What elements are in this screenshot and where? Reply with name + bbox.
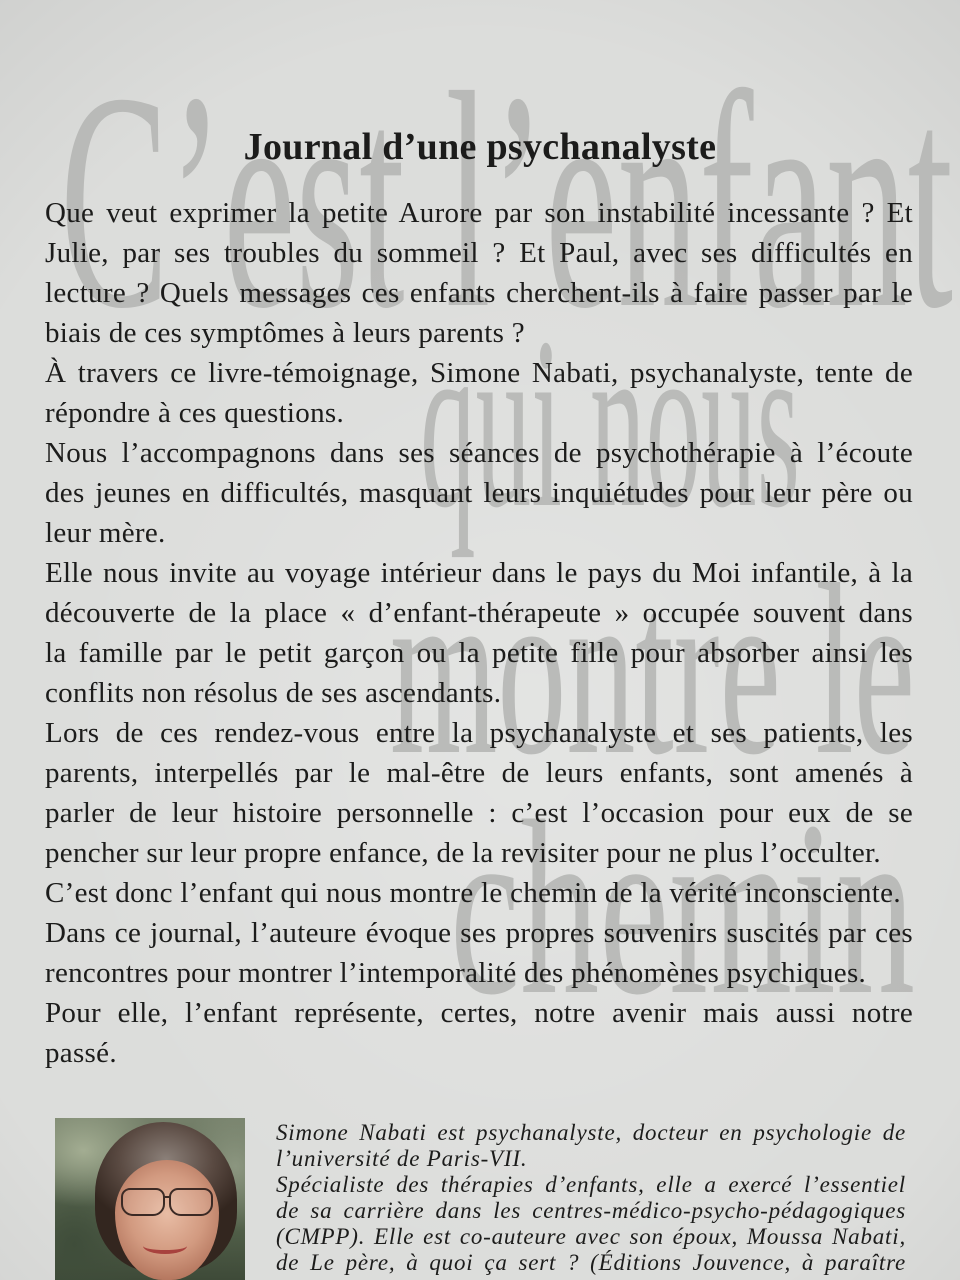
- text-line: Elle nous invite au voyage intérieur dans le pays du Moi infantile, à la: [45, 557, 913, 589]
- author-bio: [276, 1120, 906, 1276]
- watermark-line: qui nous: [420, 287, 800, 558]
- bio-line: Spécialiste des thérapies d’enfants, elle a exercé l’essentiel: [276, 1172, 906, 1197]
- text-line: À travers ce livre-témoignage, Simone Nabati, psychanalyste, tente de: [45, 357, 913, 389]
- text-line: la famille par le petit garçon ou la petite fille pour absorber ainsi les: [45, 637, 913, 669]
- text-line: biais de ces symptômes à leurs parents ?: [45, 317, 525, 349]
- text-line: Nous l’accompagnons dans ses séances de psychothérapie à l’écoute: [45, 437, 913, 469]
- text-line: Pour elle, l’enfant représente, certes, notre avenir mais aussi notre: [45, 997, 913, 1029]
- text-line: Dans ce journal, l’auteure évoque ses propres souvenirs suscités par ces: [45, 917, 913, 949]
- text-line: Lors de ces rendez-vous entre la psychanalyste et ses patients, les: [45, 717, 913, 749]
- glasses-left-lens: [121, 1188, 165, 1216]
- text-line: pencher sur leur propre enfance, de la revisiter pour ne plus l’occulter.: [45, 837, 881, 869]
- text-line: découverte de la place « d’enfant-thérapeute » occupée souvent dans: [45, 597, 913, 629]
- bio-line: de Le père, à quoi ça sert ? (Éditions Jouvence, à paraître: [276, 1250, 906, 1275]
- blurb-paragraph: [45, 353, 913, 433]
- text-line: Que veut exprimer la petite Aurore par son instabilité incessante ? Et: [45, 197, 913, 229]
- author-face: [115, 1160, 219, 1280]
- author-photo: [55, 1118, 245, 1280]
- blurb-paragraph: [45, 993, 913, 1073]
- glasses-right-lens: [169, 1188, 213, 1216]
- blurb-paragraph: [45, 913, 913, 993]
- text-line: des jeunes en difficultés, masquant leurs inquiétudes pour leur père ou: [45, 477, 913, 509]
- bio-paragraph: [276, 1120, 906, 1172]
- watermark-line: montre le: [390, 534, 915, 805]
- text-line: lecture ? Quels messages ces enfants cherchent-ils à faire passer par le: [45, 277, 913, 309]
- watermark-line: chemin: [450, 770, 915, 1047]
- blurb-paragraph: [45, 193, 913, 353]
- text-line: passé.: [45, 1037, 117, 1069]
- book-title: Journal d’une psychanalyste: [243, 126, 717, 168]
- text-line: rencontres pour montrer l’intemporalité des phénomènes psychiques.: [45, 957, 867, 989]
- text-line: conflits non résolus de ses ascendants.: [45, 677, 502, 709]
- text-line: parler de leur histoire personnelle : c’est l’occasion pour eux de se: [45, 797, 913, 829]
- text-line: leur mère.: [45, 517, 166, 549]
- blurb-paragraph: [45, 553, 913, 713]
- author-smile: [143, 1238, 187, 1254]
- text-line: répondre à ces questions.: [45, 397, 345, 429]
- bio-paragraph: [276, 1172, 906, 1276]
- blurb-paragraph: [45, 433, 913, 553]
- blurb-paragraph: [45, 713, 913, 873]
- bio-line: Simone Nabati est psychanalyste, docteur en psychologie de: [276, 1120, 906, 1145]
- watermark-line: C’est l’enfant: [60, 30, 954, 373]
- glasses-bridge: [163, 1196, 171, 1198]
- blurb-paragraph: [45, 873, 913, 913]
- bio-line: (CMPP). Elle est co-auteure avec son époux, Moussa Nabati,: [276, 1224, 906, 1249]
- text-line: parents, interpellés par le mal-être de leurs enfants, sont amenés à: [45, 757, 913, 789]
- text-line: C’est donc l’enfant qui nous montre le chemin de la vérité inconsciente.: [45, 877, 901, 909]
- bio-line: l’université de Paris-VII.: [276, 1146, 528, 1171]
- blurb: [45, 193, 913, 1073]
- text-line: Julie, par ses troubles du sommeil ? Et Paul, avec ses difficultés en: [45, 237, 913, 269]
- bio-line: de sa carrière dans les centres-médico-psycho-pédagogiques: [276, 1198, 906, 1223]
